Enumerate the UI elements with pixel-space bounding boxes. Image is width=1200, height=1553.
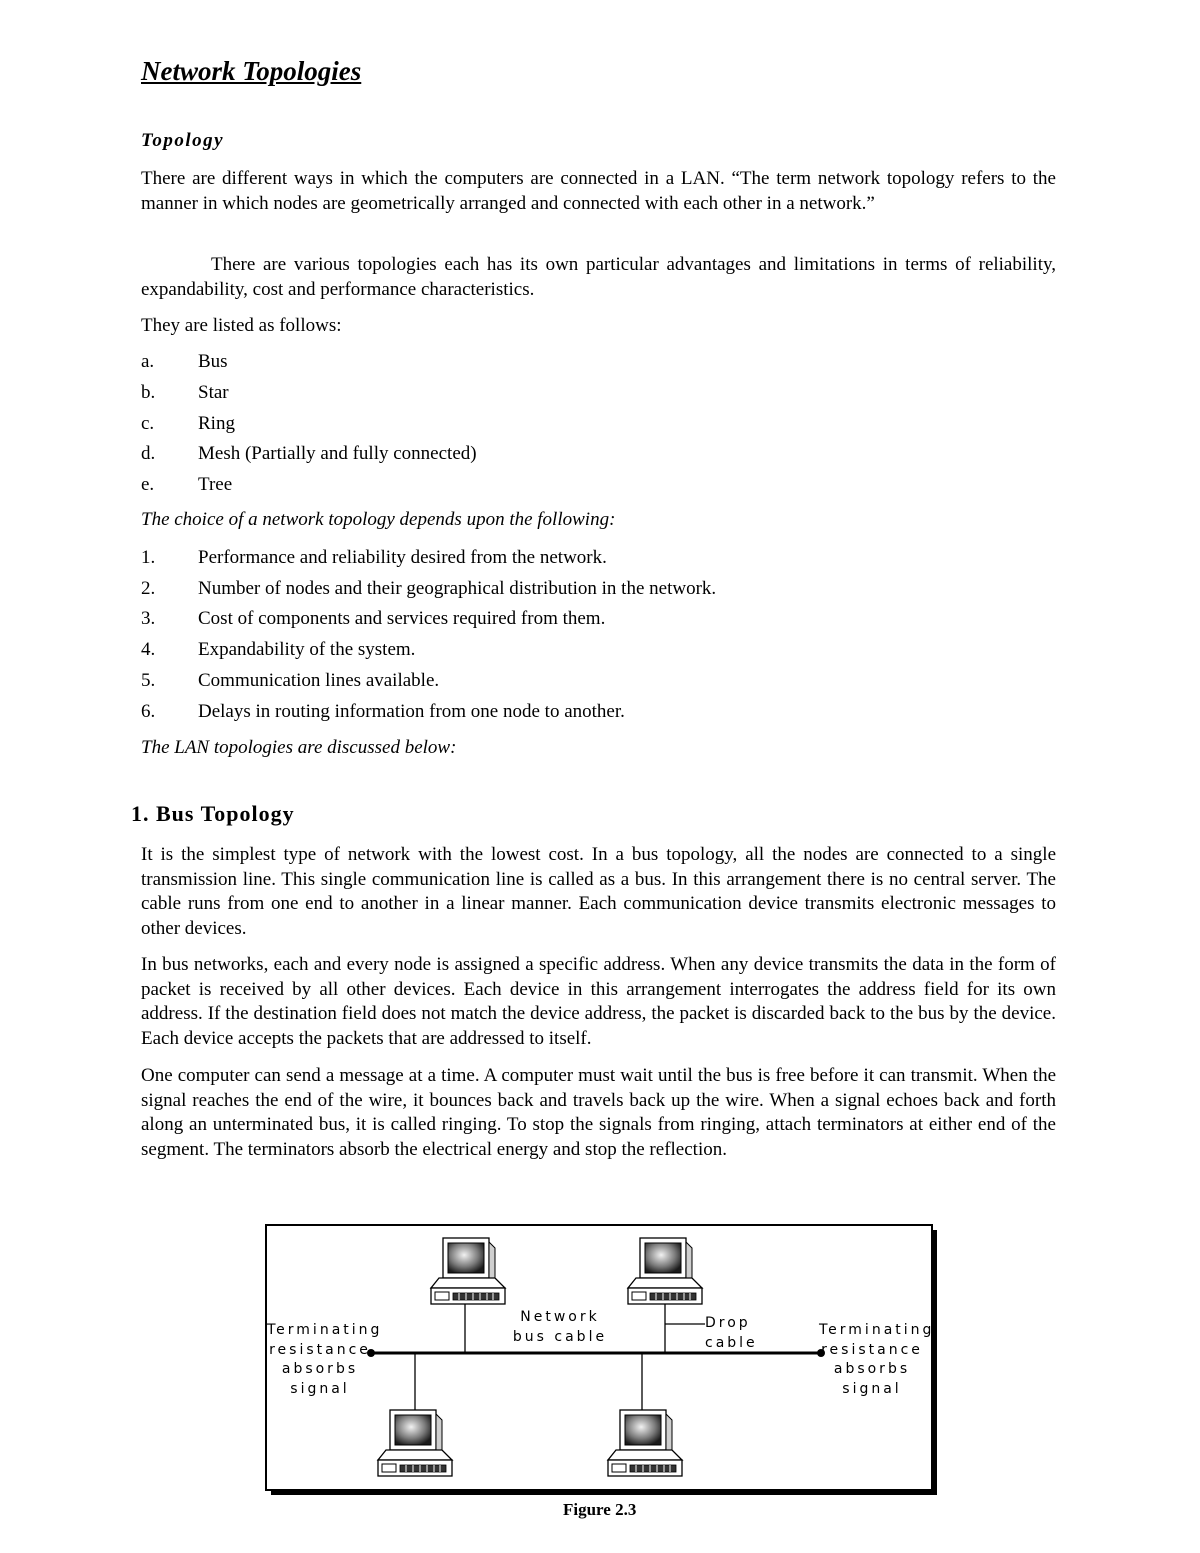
list-text: Delays in routing information from one node to another. [198, 701, 625, 722]
bus-topology-figure [265, 1224, 933, 1491]
list-text: Communication lines available. [198, 670, 440, 691]
listed-intro: They are listed as follows: [141, 315, 342, 336]
list-text: Performance and reliability desired from the network. [198, 547, 607, 568]
list-text: Expandability of the system. [198, 639, 416, 660]
list-marker: 1. [141, 547, 156, 568]
list-text: Star [198, 382, 229, 403]
left-terminator-label: Terminating resistance absorbs signal [267, 1322, 383, 1397]
list-marker: 5. [141, 670, 156, 691]
list-marker: 6. [141, 701, 156, 722]
list-text: Ring [198, 413, 235, 434]
list-text: Cost of components and services required from them. [198, 608, 606, 629]
list-text: Tree [198, 474, 233, 495]
bus-paragraph-2: In bus networks, each and every node is assigned a specific address. When any device transmits the data in the form of packet is received by all other devices. Each device in this arrangement interrogates the address field for its own address. If the destination field does not match the device address, the packet is discarded back to the bus by the device. Each device accepts the packets that are addressed to itself. [141, 954, 1056, 1049]
list-marker: d. [141, 443, 156, 464]
list-text: Bus [198, 351, 228, 372]
list-marker: a. [141, 351, 155, 372]
list-text: Number of nodes and their geographical distribution in the network. [198, 578, 717, 599]
page-title: Network Topologies [141, 56, 362, 86]
bus-paragraph-3: One computer can send a message at a time. A computer must wait until the bus is free before it can transmit. When the signal reaches the end of the wire, it bounces back and travels back up the wire. When a signal echoes back and forth along an unterminated bus, it is called ringing. To stop the signals from ringing, attach terminators at either end of the segment. The terminators absorb the electrical energy and stop the reflection. [141, 1065, 1056, 1160]
advantages-paragraph: There are various topologies each has its own particular advantages and limitations in terms of reliability, expandability, cost and performance characteristics. [141, 254, 1056, 300]
choice-heading: The choice of a network topology depends upon the following: [141, 509, 616, 530]
right-terminator-label: Terminating resistance absorbs signal [819, 1322, 935, 1397]
list-text: Mesh (Partially and fully connected) [198, 443, 477, 464]
bus-paragraph-1: It is the simplest type of network with the lowest cost. In a bus topology, all the nodes are connected to a single transmission line. This single communication line is called as a bus. In this arrangement there is no central server. The cable runs from one end to another in a linear manner. Each communication device transmits electronic messages to other devices. [141, 844, 1056, 939]
intro-paragraph: There are different ways in which the computers are connected in a LAN. “The term network topology refers to the manner in which nodes are geometrically arranged and connected with each other in a network.” [141, 168, 1056, 214]
bus-cable-label: Network bus cable [512, 1309, 608, 1345]
list-marker: e. [141, 474, 155, 495]
figure-caption: Figure 2.3 [563, 1500, 637, 1519]
list-marker: 4. [141, 639, 156, 660]
topology-heading: Topology [141, 130, 225, 151]
list-marker: b. [141, 382, 156, 403]
list-marker: 3. [141, 608, 156, 629]
list-marker: 2. [141, 578, 156, 599]
lan-discussed: The LAN topologies are discussed below: [141, 737, 457, 758]
drop-cable-label: Drop cable [705, 1315, 758, 1351]
list-marker: c. [141, 413, 155, 434]
bus-topology-heading: 1. Bus Topology [131, 801, 295, 826]
